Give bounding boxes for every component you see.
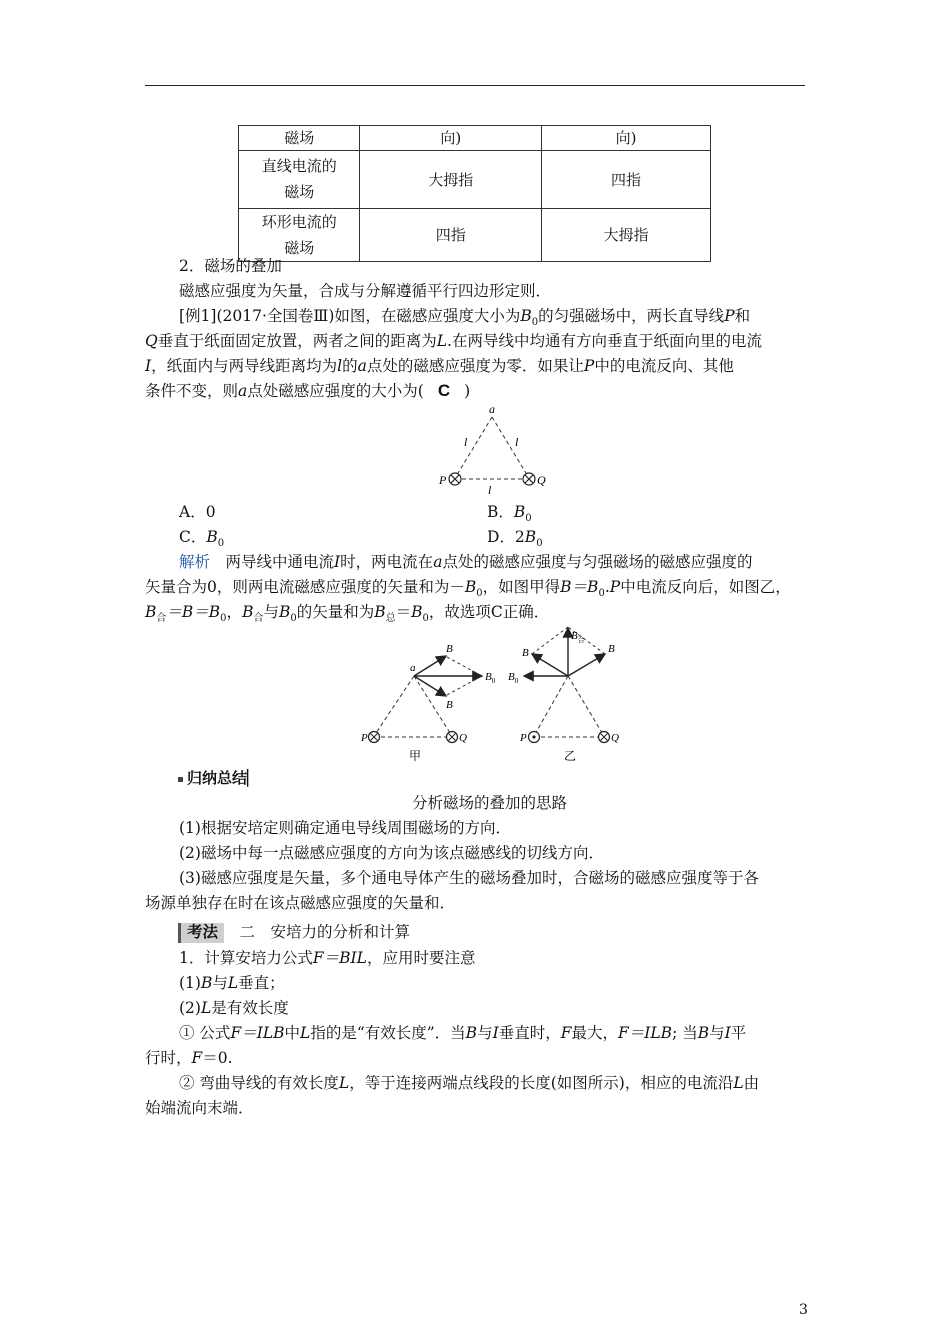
triangle-figure [435,402,555,498]
example-line: Q垂直于纸面固定放置，两者之间的距离为L.在两导线中均通有方向垂直于纸面向里的电流 [145,332,762,350]
table-cell: 四指 [360,209,542,262]
analysis-line: $B_合=B=B_0$，$B_合$与$B_0$的矢量和为$B_总=B_0$，故选项C正确． [145,603,550,625]
summary-badge: 归纳总结▏ [178,767,259,788]
figure-caption-jia: 甲 [409,749,422,763]
paragraph: ② 弯曲导线的有效长度L，等于连接两端点线段的长度(如图所示)，相应的电流沿L由 [179,1074,760,1092]
diagram-yi [508,627,619,763]
option-c: C．$B_0$ [179,528,225,550]
analysis-label: 解析 [179,553,211,571]
table-cell: 磁场 [239,126,360,151]
wire-q-into-page-icon [523,473,535,485]
point-q-label: Q [459,732,467,744]
diagram-jia [360,643,496,763]
section-title: 2．磁场的叠加 [179,257,282,275]
answer-letter: C [437,381,451,400]
paragraph: (1)B与L垂直； [179,974,285,992]
option-a: A．0 [179,503,216,521]
point-p-label: P [439,473,447,487]
side-l-label: l [488,483,492,497]
paragraph: 1．计算安培力公式F＝BIL，应用时要注意 [179,949,476,967]
analysis-line: 矢量合为0，则两电流磁感应强度的矢量和为$-B_0$，如图甲得$B=B_0.P$中电流反向后，如图乙， [145,578,791,600]
example-line: I，纸面内与两导线距离均为l的a点处的磁感应强度为零．如果让P中的电流反向、其他 [145,357,734,375]
point-a-label: a [410,662,416,674]
paragraph: ① 公式F＝ILB中L指的是“有效长度”．当B与I垂直时，F最大，F＝ILB; 当B与I平 [179,1024,747,1042]
summary-item: (1)根据安培定则确定通电导线周围磁场的方向． [179,819,511,837]
page-number: 3 [799,1302,808,1318]
vector-b-label: B [608,643,615,655]
paragraph: 始端流向末端． [145,1099,254,1117]
vector-b0-label: $B_0$ [508,671,519,685]
table-row [239,209,711,262]
option-b: B．$B_0$ [487,503,532,525]
point-a-label: a [489,402,495,416]
example-line: 条件不变，则a点处磁感应强度的大小为( C ) [145,381,471,400]
summary-item: (3)磁感应强度是矢量，多个通电导体产生的磁场叠加时，合磁场的磁感应强度等于各 [179,869,759,887]
table-cell: 大拇指 [542,209,711,262]
header-rule [145,85,805,86]
vector-bhe-label: $B_合$ [571,630,585,644]
paragraph: (2)L是有效长度 [179,999,289,1017]
vector-b0-label: $B_0$ [485,671,496,685]
table-cell: 向) [542,126,711,151]
table-row [239,126,711,151]
side-l-label: l [464,435,468,449]
summary-item: (2)磁场中每一点磁感应强度的方向为该点磁感线的切线方向． [179,844,604,862]
summary-item: 场源单独存在时在该点磁感应强度的矢量和． [145,894,456,912]
figure-caption-yi: 乙 [564,749,577,763]
kaofa-heading: 考法 二 安培力的分析和计算 [178,922,410,943]
point-q-label: Q [537,473,546,487]
side-l-label: l [515,435,519,449]
paragraph: 行时，F＝0. [145,1049,233,1067]
vector-b-label: B [446,699,453,711]
vector-b-label: B [446,643,453,655]
table-cell: 环形电流的 磁场 [239,209,360,262]
vector-b-label: B [522,647,529,659]
table-row [239,151,711,209]
vector-diagrams [358,622,638,764]
table-cell: 大拇指 [360,151,542,209]
table-cell: 四指 [542,151,711,209]
kaofa-badge: 考法 [178,923,224,943]
point-p-label: P [361,732,368,744]
magnetic-field-table [238,125,711,262]
wire-p-into-page-icon [449,473,461,485]
example-line: [例1](2017·全国卷Ⅲ)如图，在磁感应强度大小为$B_0$的匀强磁场中，两长直导线P和 [179,307,751,329]
table-cell: 向) [360,126,542,151]
option-d: D．$2B_0$ [487,528,543,550]
table-cell: 直线电流的 磁场 [239,151,360,209]
summary-title: 分析磁场的叠加的思路 [412,794,568,812]
point-p-label: P [520,732,527,744]
paragraph: 磁感应强度为矢量，合成与分解遵循平行四边形定则． [179,282,552,300]
analysis-line: 解析 两导线中通电流I时，两电流在a点处的磁感应强度与匀强磁场的磁感应强度的 [179,553,753,571]
point-q-label: Q [611,732,619,744]
